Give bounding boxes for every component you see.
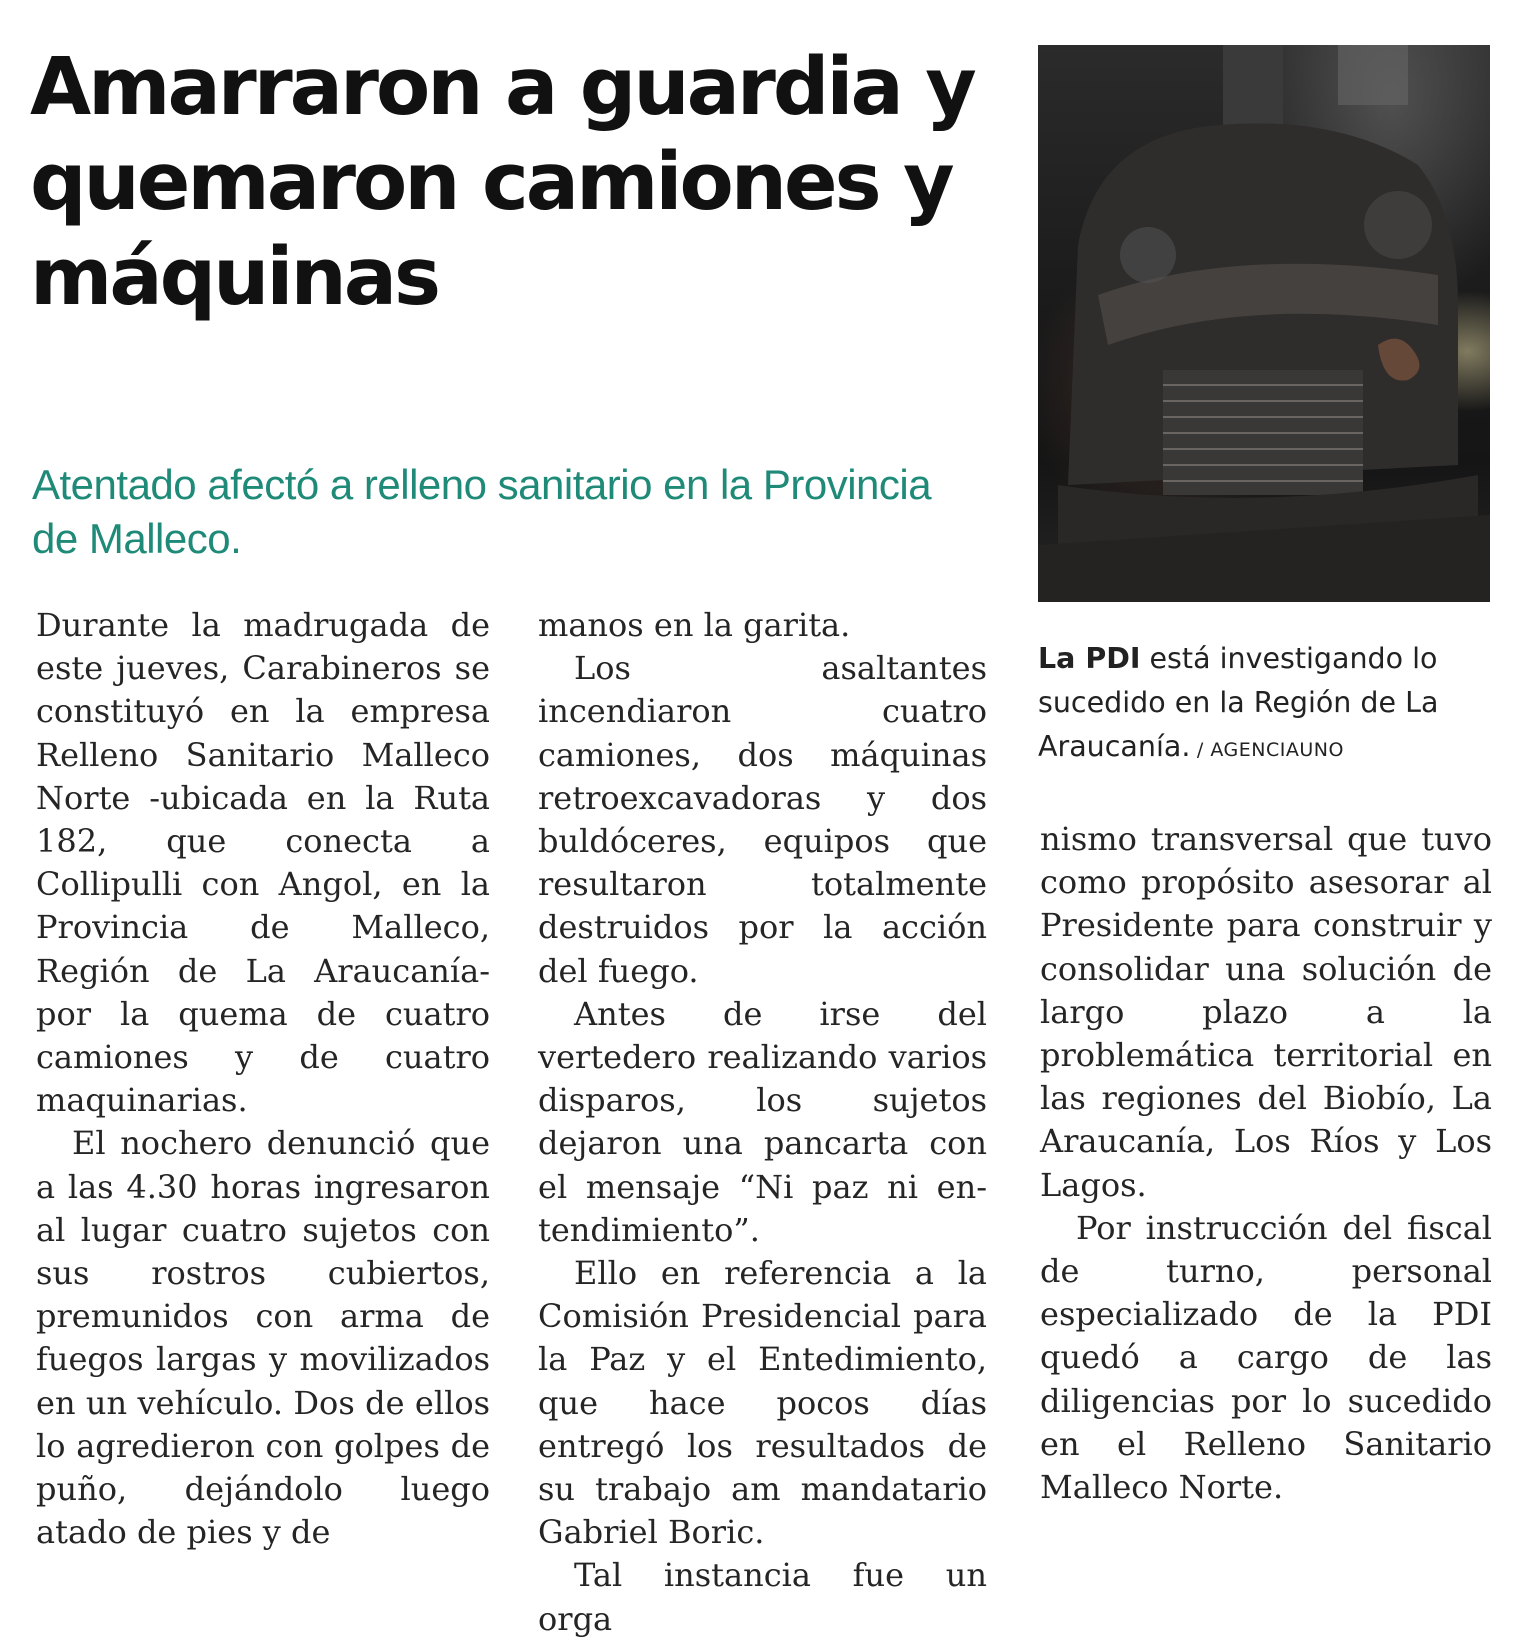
- paragraph: Antes de irse del vertedero realizando varios disparos, los sujetos dejaron una pancarta con el mensaje “Ni paz ni entendimiento”.: [538, 994, 987, 1249]
- paragraph: manos en la garita.: [538, 606, 851, 644]
- caption-lead: La PDI: [1038, 642, 1141, 675]
- headline: Amarraron a guardia y quemaron camiones y máquinas: [30, 41, 974, 323]
- paragraph: Por instrucción del fiscal de turno, personal especializado de la PDI quedó a cargo de las diligencias por lo sucedido en el Relleno Sanitario Malleco Norte.: [1040, 1208, 1492, 1507]
- photo-caption: [1038, 637, 1498, 772]
- photo-credit: / AGENCIAUNO: [1190, 739, 1344, 761]
- paragraph: Durante la madrugada de este jueves, Carabineros se constituyó en la empresa Relleno Sanitario Malleco Norte -ubicada en la Ruta 182, que conecta a Collipulli con Angol, en la Provincia de Malleco, Región de La Araucanía- por la quema de cuatro camiones y de cuatro maquinarias.: [36, 606, 490, 1120]
- body-column-1: [36, 604, 490, 1554]
- paragraph: Ello en referencia a la Comisión Presidencial para la Paz y el Entedimiento, que hace pocos días entregó los resultados de su trabajo am mandatario Gabriel Boric.: [538, 1254, 987, 1552]
- paragraph: Los asaltantes incendiaron cuatro camiones, dos máquinas retroexcavadoras y dos buldóceres, equipos que resultaron totalmente destruidos por la acción del fuego.: [538, 649, 987, 990]
- caption-text: está investigando lo sucedido en la Región de La Araucanía.: [1038, 642, 1439, 763]
- paragraph: nismo transversal que tuvo como propósito asesorar al Presidente para construir y consolidar una solución de largo plazo a la problemática territorial en las regiones del Biobío, La Araucanía, Los Ríos y Los Lagos.: [1040, 820, 1492, 1204]
- paragraph: El nochero denunció que a las 4.30 horas ingresaron al lugar cuatro sujetos con sus rostros cubiertos, premunidos con arma de fuegos largas y movilizados en un vehículo. Dos de ellos lo agredieron con golpes de puño, dejándolo luego atado de pies y de: [36, 1124, 490, 1552]
- deck-subtitle: Atentado afectó a relleno sanitario en la Provincia de Malleco.: [32, 461, 932, 562]
- paragraph: Tal instancia fue un orga: [538, 1556, 987, 1638]
- burned-truck-photo: [1038, 45, 1490, 602]
- body-column-2: [538, 604, 987, 1641]
- body-column-3: [1040, 818, 1492, 1509]
